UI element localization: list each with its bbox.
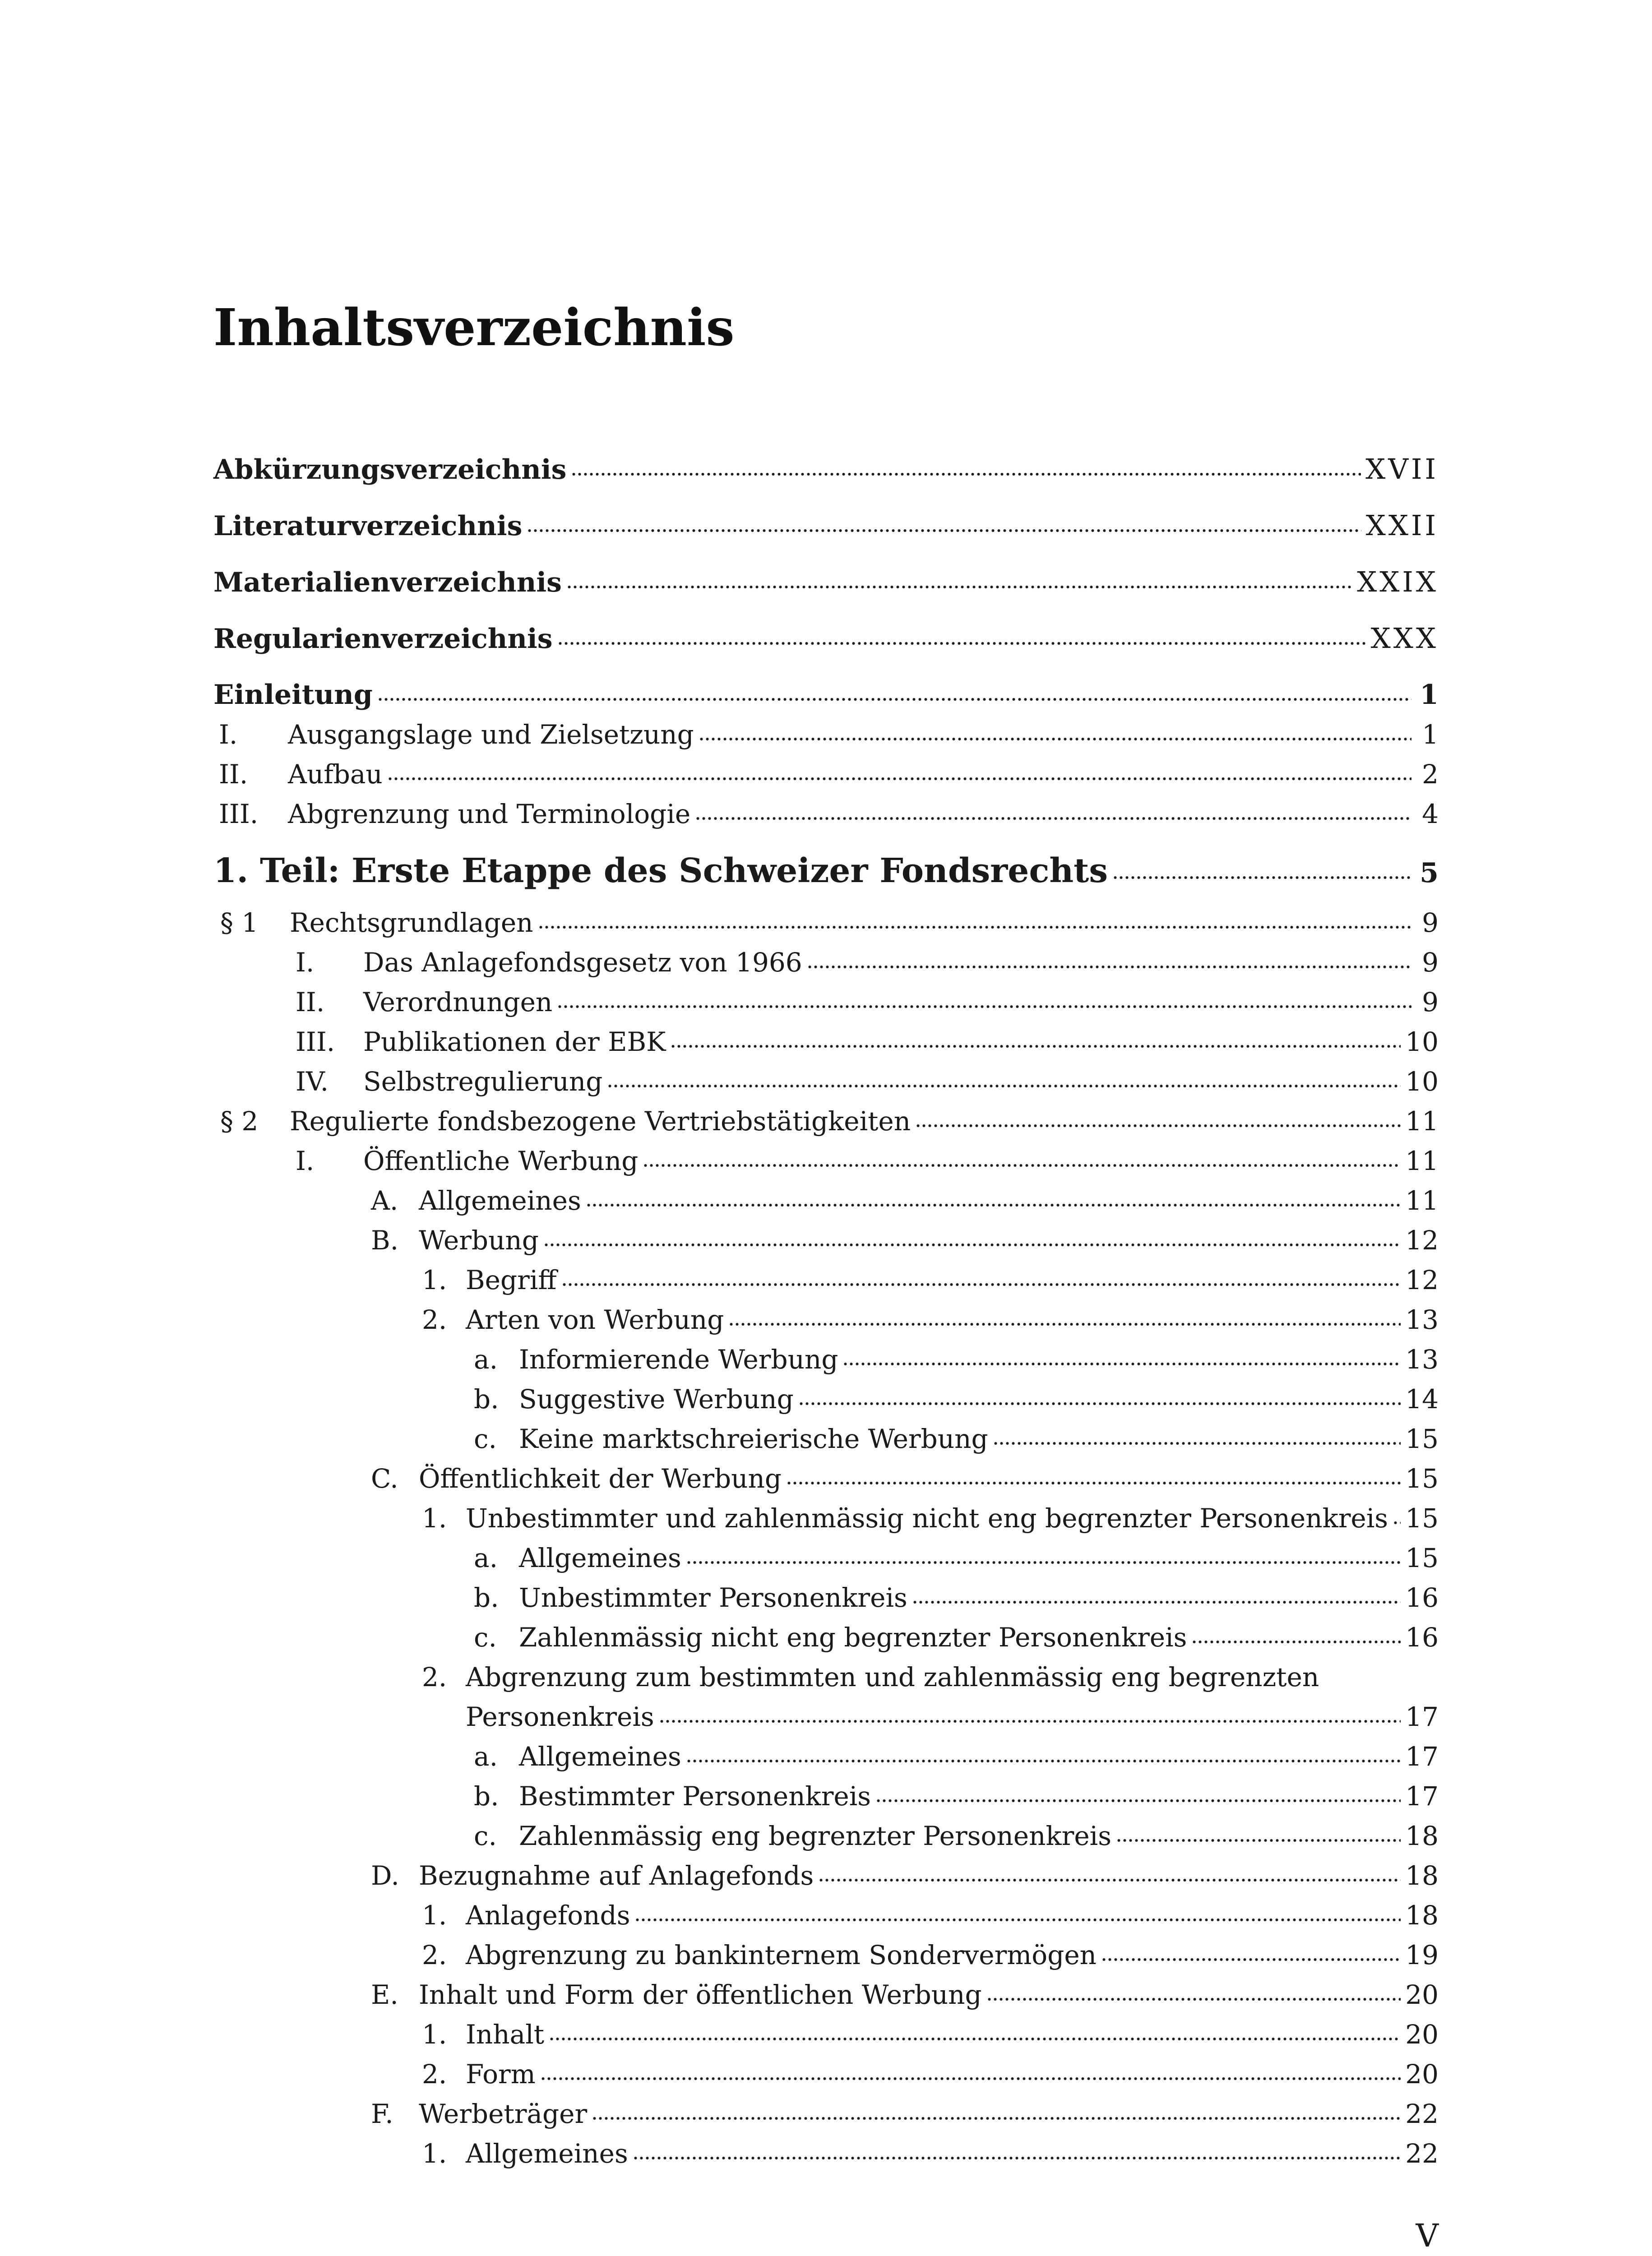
toc-entry-number: 1.	[422, 1265, 447, 1295]
toc-entry-page: 1	[1422, 719, 1439, 750]
toc-entry[interactable]	[0, 1022, 1652, 1062]
toc-entry[interactable]	[0, 942, 1652, 983]
dot-leader	[571, 472, 1361, 476]
dot-leader	[561, 1283, 1401, 1286]
toc-entry[interactable]	[0, 562, 1652, 602]
toc-entry-title: Publikationen der EBK	[363, 1026, 666, 1057]
toc-entry-page: 15	[1405, 1424, 1439, 1454]
toc-entry-number: B.	[371, 1225, 399, 1256]
dot-leader	[915, 1124, 1401, 1128]
toc-entry-page: 18	[1405, 1860, 1439, 1891]
toc-entry-number: I.	[296, 947, 315, 978]
toc-entry-title: Suggestive Werbung	[519, 1384, 794, 1415]
toc-entry-title: Regularienverzeichnis	[213, 623, 553, 655]
toc-entry-title: Inhalt und Form der öffentlichen Werbung	[419, 1979, 982, 2010]
dot-leader	[695, 817, 1411, 820]
toc-entry[interactable]	[0, 1657, 1652, 1697]
toc-entry[interactable]	[0, 1419, 1652, 1459]
toc-entry-title: Unbestimmter Personenkreis	[519, 1582, 907, 1613]
toc-entry-page: XXIX	[1357, 565, 1439, 598]
toc-entry-number: a.	[474, 1741, 498, 1772]
dot-leader	[1112, 876, 1411, 879]
toc-entry-title: Personenkreis	[466, 1701, 654, 1732]
toc-entry-title: Allgemeines	[466, 2138, 628, 2169]
toc-entry-number: A.	[371, 1185, 398, 1216]
toc-entry[interactable]	[0, 1974, 1652, 2015]
toc-entry-title: Allgemeines	[419, 1185, 581, 1216]
toc-entry-page: 9	[1422, 987, 1439, 1017]
toc-entry[interactable]	[0, 1935, 1652, 1975]
dot-leader	[543, 1243, 1401, 1247]
dot-leader	[670, 1045, 1401, 1048]
dot-leader	[686, 1759, 1401, 1763]
toc-entry[interactable]	[0, 1180, 1652, 1221]
toc-entry-page: 9	[1422, 947, 1439, 978]
toc-entry-number: 2.	[422, 1940, 447, 1970]
toc-entry-number: 2.	[422, 2059, 447, 2090]
toc-entry[interactable]	[0, 902, 1652, 943]
dot-leader	[538, 925, 1411, 929]
toc-entry[interactable]	[0, 2014, 1652, 2055]
toc-entry-page: 17	[1405, 1741, 1439, 1772]
page-number: V	[1416, 2217, 1439, 2254]
dot-leader	[566, 585, 1352, 589]
dot-leader	[786, 1481, 1401, 1485]
toc-entry-title: Abgrenzung zum bestimmten und zahlenmässig eng begrenzten	[466, 1662, 1319, 1692]
toc-entry-title: Werbung	[419, 1225, 539, 1256]
toc-entry-page: 15	[1405, 1543, 1439, 1573]
toc-entry-number: I.	[296, 1146, 315, 1176]
dot-leader	[1191, 1640, 1401, 1644]
toc-entry-page: 10	[1405, 1066, 1439, 1097]
toc-entry[interactable]	[0, 1577, 1652, 1618]
toc-entry-number: c.	[474, 1622, 497, 1653]
toc-entry[interactable]	[0, 1816, 1652, 1856]
toc-entry-number: IV.	[296, 1066, 329, 1097]
toc-entry-title: Inhalt	[466, 2019, 545, 2050]
toc-entry-title: Regulierte fondsbezogene Vertriebstätigkeiten	[290, 1106, 911, 1137]
toc-entry-page: 9	[1422, 907, 1439, 938]
dot-leader	[728, 1322, 1401, 1326]
toc-entry[interactable]	[0, 1895, 1652, 1936]
toc-entry-title: Selbstregulierung	[363, 1066, 603, 1097]
toc-entry-page: 15	[1405, 1503, 1439, 1534]
toc-entry-number: 2.	[422, 1304, 447, 1335]
toc-entry-page: 11	[1405, 1146, 1439, 1176]
toc-entry[interactable]	[0, 449, 1652, 490]
toc-entry[interactable]	[0, 754, 1652, 795]
toc-entry-page: 5	[1420, 857, 1439, 889]
toc-entry[interactable]	[0, 1776, 1652, 1817]
toc-entry-title: Einleitung	[213, 679, 373, 711]
toc-entry-title: Informierende Werbung	[519, 1344, 838, 1375]
dot-leader	[557, 1005, 1411, 1008]
toc-entry-page: 18	[1405, 1821, 1439, 1851]
dot-leader	[842, 1362, 1401, 1366]
toc-entry[interactable]	[0, 1339, 1652, 1380]
dot-leader	[586, 1203, 1401, 1207]
toc-entry-title: Ausgangslage und Zielsetzung	[288, 719, 694, 750]
toc-entry[interactable]	[0, 982, 1652, 1022]
dot-leader	[1393, 1521, 1401, 1525]
dot-leader	[912, 1600, 1401, 1604]
toc-entry-page: XXX	[1370, 622, 1439, 655]
toc-entry-page: 20	[1405, 1979, 1439, 2010]
toc-entry-title: Öffentliche Werbung	[363, 1146, 639, 1176]
toc-entry[interactable]	[0, 1736, 1652, 1777]
toc-entry-number: c.	[474, 1424, 497, 1454]
dot-leader	[387, 777, 1411, 781]
toc-entry-page: 18	[1405, 1900, 1439, 1931]
toc-entry-title: Öffentlichkeit der Werbung	[419, 1463, 782, 1494]
dot-leader	[527, 529, 1361, 532]
toc-entry-number: F.	[371, 2099, 393, 2129]
toc-entry-title: Form	[466, 2059, 536, 2090]
dot-leader	[1101, 1958, 1401, 1961]
toc-entry[interactable]	[0, 1260, 1652, 1300]
toc-entry-title: Allgemeines	[519, 1543, 681, 1573]
toc-entry-title: Arten von Werbung	[466, 1304, 724, 1335]
dot-leader	[634, 1918, 1401, 1922]
toc-entry-page: 11	[1405, 1106, 1439, 1137]
toc-entry-title: Rechtsgrundlagen	[290, 907, 533, 938]
toc-entry[interactable]	[0, 1617, 1652, 1658]
toc-entry-page: 1	[1420, 679, 1439, 711]
dot-leader	[686, 1561, 1401, 1564]
dot-leader	[1116, 1839, 1401, 1842]
toc-entry[interactable]	[0, 675, 1652, 715]
toc-entry-page: 14	[1405, 1384, 1439, 1415]
toc-entry-title: Begriff	[466, 1265, 557, 1295]
toc-entry-page: 2	[1422, 759, 1439, 790]
toc-entry-title: Zahlenmässig eng begrenzter Personenkreis	[519, 1821, 1111, 1851]
toc-entry-title: Werbeträger	[419, 2099, 588, 2129]
toc-entry-page: 20	[1405, 2019, 1439, 2050]
toc-entry-number: § 1	[220, 907, 259, 938]
toc-entry[interactable]	[0, 714, 1652, 755]
toc-entry-number: C.	[371, 1463, 398, 1494]
toc-entry-number: II.	[296, 987, 325, 1017]
page-title: Inhaltsverzeichnis	[213, 298, 735, 357]
toc-entry-title: Verordnungen	[363, 987, 553, 1017]
toc-entry-page: 16	[1405, 1582, 1439, 1613]
toc-entry-title: Das Anlagefondsgesetz von 1966	[363, 947, 802, 978]
dot-leader	[549, 2037, 1401, 2041]
toc-entry-page: 17	[1405, 1701, 1439, 1732]
toc-entry-page: 12	[1405, 1265, 1439, 1295]
toc-entry-page: 4	[1422, 799, 1439, 829]
toc-entry-number: III.	[296, 1026, 335, 1057]
toc-entry-number: III.	[219, 799, 259, 829]
toc-entry-title: 1. Teil: Erste Etappe des Schweizer Fondsrechts	[213, 851, 1108, 890]
toc-entry-page: 13	[1405, 1344, 1439, 1375]
toc-entry-page: 13	[1405, 1304, 1439, 1335]
toc-entry[interactable]	[0, 2094, 1652, 2134]
toc-entry-number: a.	[474, 1344, 498, 1375]
toc-entry[interactable]	[0, 1220, 1652, 1261]
toc-entry-page: XVII	[1365, 453, 1439, 485]
toc-entry-number: § 2	[220, 1106, 259, 1137]
toc-entry[interactable]	[0, 1458, 1652, 1499]
toc-entry[interactable]	[0, 1697, 1652, 1737]
toc-entry-number: c.	[474, 1821, 497, 1851]
toc-entry[interactable]	[0, 2133, 1652, 2174]
toc-entry-title: Bestimmter Personenkreis	[519, 1781, 871, 1812]
toc-entry-title: Unbestimmter und zahlenmässig nicht eng begrenzter Personenkreis	[466, 1503, 1388, 1534]
dot-leader	[607, 1084, 1401, 1088]
dot-leader	[986, 1997, 1401, 2001]
toc-entry-title: Literaturverzeichnis	[213, 510, 523, 542]
dot-leader	[643, 1164, 1401, 1167]
toc-entry-number: E.	[371, 1979, 398, 2010]
toc-entry-title: Anlagefonds	[466, 1900, 630, 1931]
dot-leader	[875, 1799, 1401, 1803]
toc-entry-title: Zahlenmässig nicht eng begrenzter Personenkreis	[519, 1622, 1187, 1653]
dot-leader	[633, 2156, 1401, 2160]
toc-entry-title: Materialienverzeichnis	[213, 567, 562, 598]
toc-entry-page: 20	[1405, 2059, 1439, 2090]
toc-entry-title: Allgemeines	[519, 1741, 681, 1772]
toc-entry[interactable]	[0, 1498, 1652, 1539]
toc-entry-title: Bezugnahme auf Anlagefonds	[419, 1860, 814, 1891]
toc-entry[interactable]	[0, 1101, 1652, 1142]
toc-entry-number: 1.	[422, 2138, 447, 2169]
toc-entry-page: 15	[1405, 1463, 1439, 1494]
toc-entry-number: 1.	[422, 1503, 447, 1534]
toc-entry[interactable]	[0, 794, 1652, 834]
dot-leader	[659, 1720, 1401, 1723]
toc-entry[interactable]	[0, 1855, 1652, 1896]
toc-entry-number: b.	[474, 1384, 499, 1415]
dot-leader	[993, 1442, 1401, 1445]
toc-entry-title: Abgrenzung und Terminologie	[288, 799, 691, 829]
toc-entry-title: Abgrenzung zu bankinternem Sondervermögen	[466, 1940, 1097, 1970]
toc-entry[interactable]	[0, 851, 1652, 891]
dot-leader	[699, 737, 1411, 741]
dot-leader	[377, 698, 1411, 701]
toc-entry-number: b.	[474, 1582, 499, 1613]
toc-entry[interactable]	[0, 1299, 1652, 1340]
toc-entry-page: 19	[1405, 1940, 1439, 1970]
dot-leader	[540, 2077, 1401, 2080]
toc-entry-title: Aufbau	[288, 759, 383, 790]
toc-entry[interactable]	[0, 1141, 1652, 1181]
toc-entry-title: Keine marktschreierische Werbung	[519, 1424, 988, 1454]
toc-entry-page: 11	[1405, 1185, 1439, 1216]
toc-entry-number: a.	[474, 1543, 498, 1573]
toc-entry-page: 16	[1405, 1622, 1439, 1653]
toc-entry[interactable]	[0, 1379, 1652, 1419]
toc-entry-page: 10	[1405, 1026, 1439, 1057]
toc-entry-page: 22	[1405, 2138, 1439, 2169]
toc-entry-number: 1.	[422, 1900, 447, 1931]
toc-entry-page: 17	[1405, 1781, 1439, 1812]
dot-leader	[798, 1402, 1401, 1405]
toc-entry[interactable]	[0, 1538, 1652, 1578]
toc-entry-number: II.	[219, 759, 248, 790]
toc-entry-page: 12	[1405, 1225, 1439, 1256]
dot-leader	[592, 2117, 1401, 2120]
dot-leader	[807, 965, 1411, 969]
toc-entry-number: 1.	[422, 2019, 447, 2050]
toc-entry-number: 2.	[422, 1662, 447, 1692]
toc-entry-title: Abkürzungsverzeichnis	[213, 454, 567, 485]
dot-leader	[818, 1878, 1401, 1882]
toc-entry[interactable]	[0, 505, 1652, 546]
toc-entry[interactable]	[0, 618, 1652, 659]
toc-entry-number: D.	[371, 1860, 399, 1891]
toc-entry-number: b.	[474, 1781, 499, 1812]
toc-entry-page: 22	[1405, 2099, 1439, 2129]
toc-entry[interactable]	[0, 1061, 1652, 1102]
toc-entry[interactable]	[0, 2054, 1652, 2094]
toc-entry-number: I.	[219, 719, 238, 750]
toc-entry-page: XXII	[1365, 509, 1439, 542]
dot-leader	[557, 642, 1366, 645]
